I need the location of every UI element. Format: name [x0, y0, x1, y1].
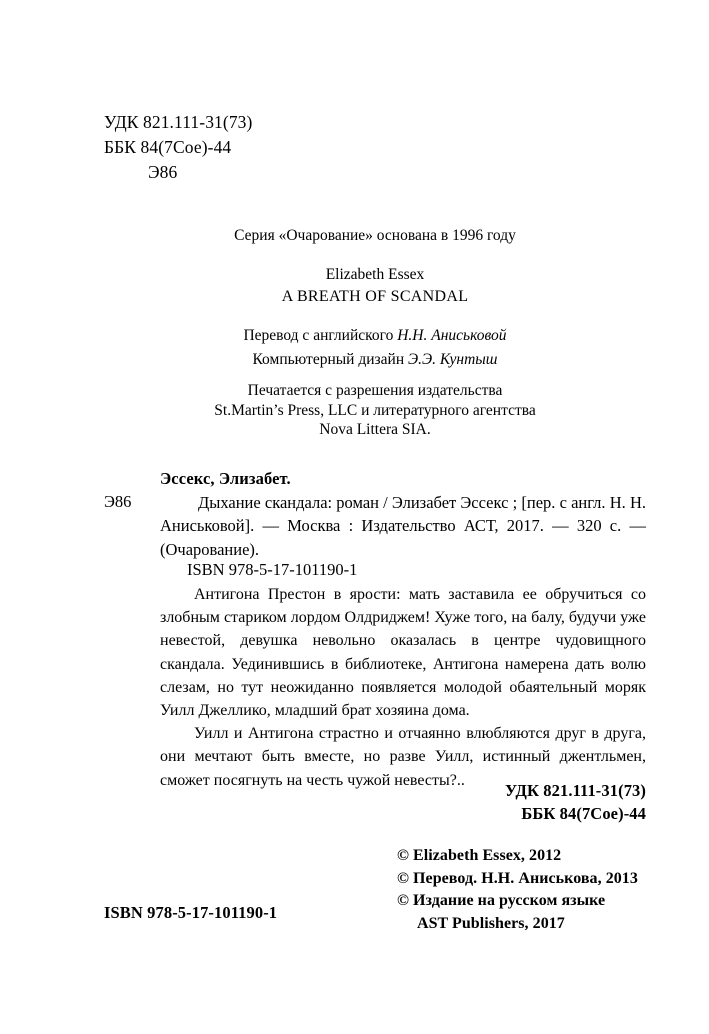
copyright-block: [397, 845, 657, 935]
isbn-record: ISBN 978-5-17-101190-1: [187, 560, 358, 579]
classification-codes: [104, 110, 252, 185]
copyright-line-edition: © Издание на русском языке: [397, 892, 606, 909]
annotation-block: [160, 583, 646, 792]
translation-label: Перевод с английского: [243, 327, 398, 344]
permission-line-2: St.Martin’s Press, LLC и литературного агентства: [214, 401, 536, 419]
udk-code-repeat: УДК 821.111-31(73): [505, 781, 646, 800]
shelf-mark-record: Э86: [104, 492, 132, 511]
permission-line-1: Печатается с разрешения издательства: [247, 382, 503, 399]
annotation-paragraph-1: Антигона Престон в ярости: мать заставила ее обручиться со злобным стариком лордом Олдриджем! Хуже того, на балу, будучи уже невестой, девушка невольно оказалась в центре чудовищного скандала. Уединившись в библиотеке, Антигона намерена дать волю слезам, но тут неожиданно появляется молодой обаятельный моряк Уилл Джеллико, младший брат хозяина дома.: [160, 586, 646, 720]
original-title-block: [105, 264, 645, 307]
permission-block: [105, 381, 645, 440]
designer-name: Э.Э. Кунтыш: [407, 351, 498, 368]
original-author: Elizabeth Essex: [325, 266, 425, 283]
permission-line-3: Nova Littera SIA.: [319, 421, 431, 438]
design-credit: [105, 348, 645, 372]
biblio-author-heading: Эссекс, Элизабет.: [160, 469, 291, 488]
copyright-line-translation: © Перевод. Н.Н. Аниськова, 2013: [397, 869, 638, 887]
design-label: Компьютерный дизайн: [252, 351, 408, 368]
classification-codes-repeat: [300, 779, 646, 825]
original-title: A BREATH OF SCANDAL: [281, 287, 469, 305]
shelf-mark-top: Э86: [148, 162, 178, 182]
bibliographic-record: [160, 467, 646, 561]
series-note: Серия «Очарование» основана в 1996 году: [234, 227, 516, 244]
isbn-bottom: ISBN 978-5-17-101190-1: [104, 903, 278, 922]
credits-block: [105, 324, 645, 372]
bbk-code-repeat: ББК 84(7Сое)-44: [521, 804, 646, 823]
annotation-paragraph-2: Уилл и Антигона страстно и отчаянно влюбляются друг в друга, они мечтают быть вместе, но разве Уилл, истинный джентльмен, сможет посягнуть на честь чужой невесты?..: [160, 725, 646, 789]
translator-name: Н.Н. Аниськовой: [397, 327, 507, 344]
udk-code: УДК 821.111-31(73): [104, 112, 253, 132]
copyright-line-author: © Elizabeth Essex, 2012: [397, 847, 562, 864]
biblio-description: Дыхание скандала: роман / Элизабет Эссекс ; [пер. с англ. Н. Н. Аниськовой]. — Москва : Издательство АСТ, 2017. — 320 с. — (Очарование).: [160, 492, 646, 559]
translation-credit: [105, 324, 645, 348]
bbk-code: ББК 84(7Сое)-44: [104, 137, 232, 157]
copyright-line-publisher: AST Publishers, 2017: [417, 914, 565, 932]
